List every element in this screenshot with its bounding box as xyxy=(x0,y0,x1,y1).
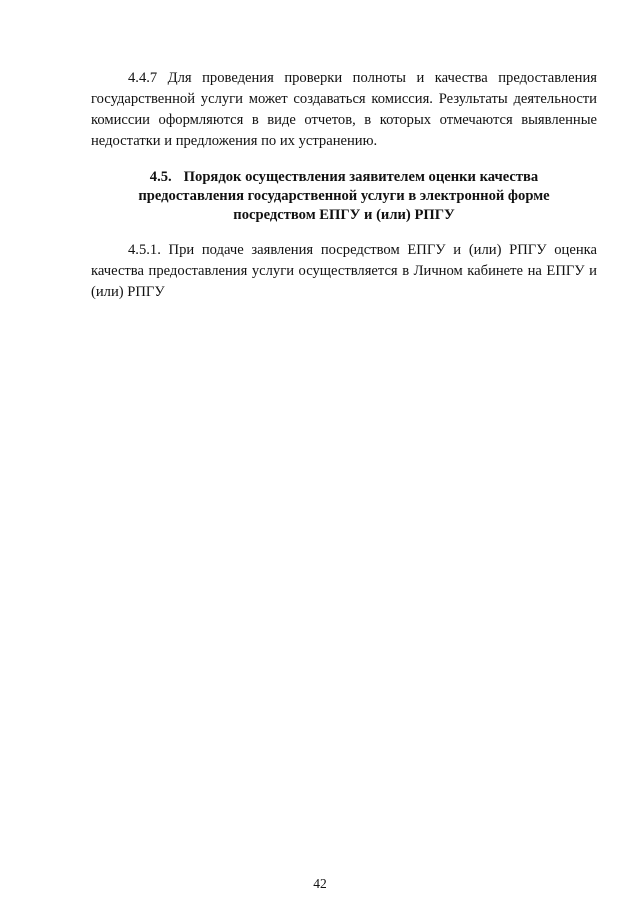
paragraph-4-4-7 xyxy=(91,68,597,152)
page-number: 42 xyxy=(313,876,327,891)
paragraph-text: 4.4.7 Для проведения проверки полноты и качества предоставления государственной услуги может создаваться комиссия. Результаты деятельности комиссии оформляются в виде отчетов, в которых отмечаются выявленные недостатки и предложения по их устранению. xyxy=(91,70,597,149)
heading-line-2: предоставления государственной услуги в электронной форме xyxy=(138,188,550,204)
heading-line-1-text: Порядок осуществления заявителем оценки качества xyxy=(183,169,539,185)
paragraph-text: 4.5.1. При подаче заявления посредством ЕПГУ и (или) РПГУ оценка качества предоставления услуги осуществляется в Личном кабинете на ЕПГУ и (или) РПГУ xyxy=(91,242,597,300)
section-heading-4-5 xyxy=(91,168,597,225)
heading-number: 4.5. xyxy=(149,169,172,185)
heading-line-1 xyxy=(91,168,597,187)
heading-line-3: посредством ЕПГУ и (или) РПГУ xyxy=(233,207,455,223)
paragraph-4-5-1 xyxy=(91,240,597,303)
